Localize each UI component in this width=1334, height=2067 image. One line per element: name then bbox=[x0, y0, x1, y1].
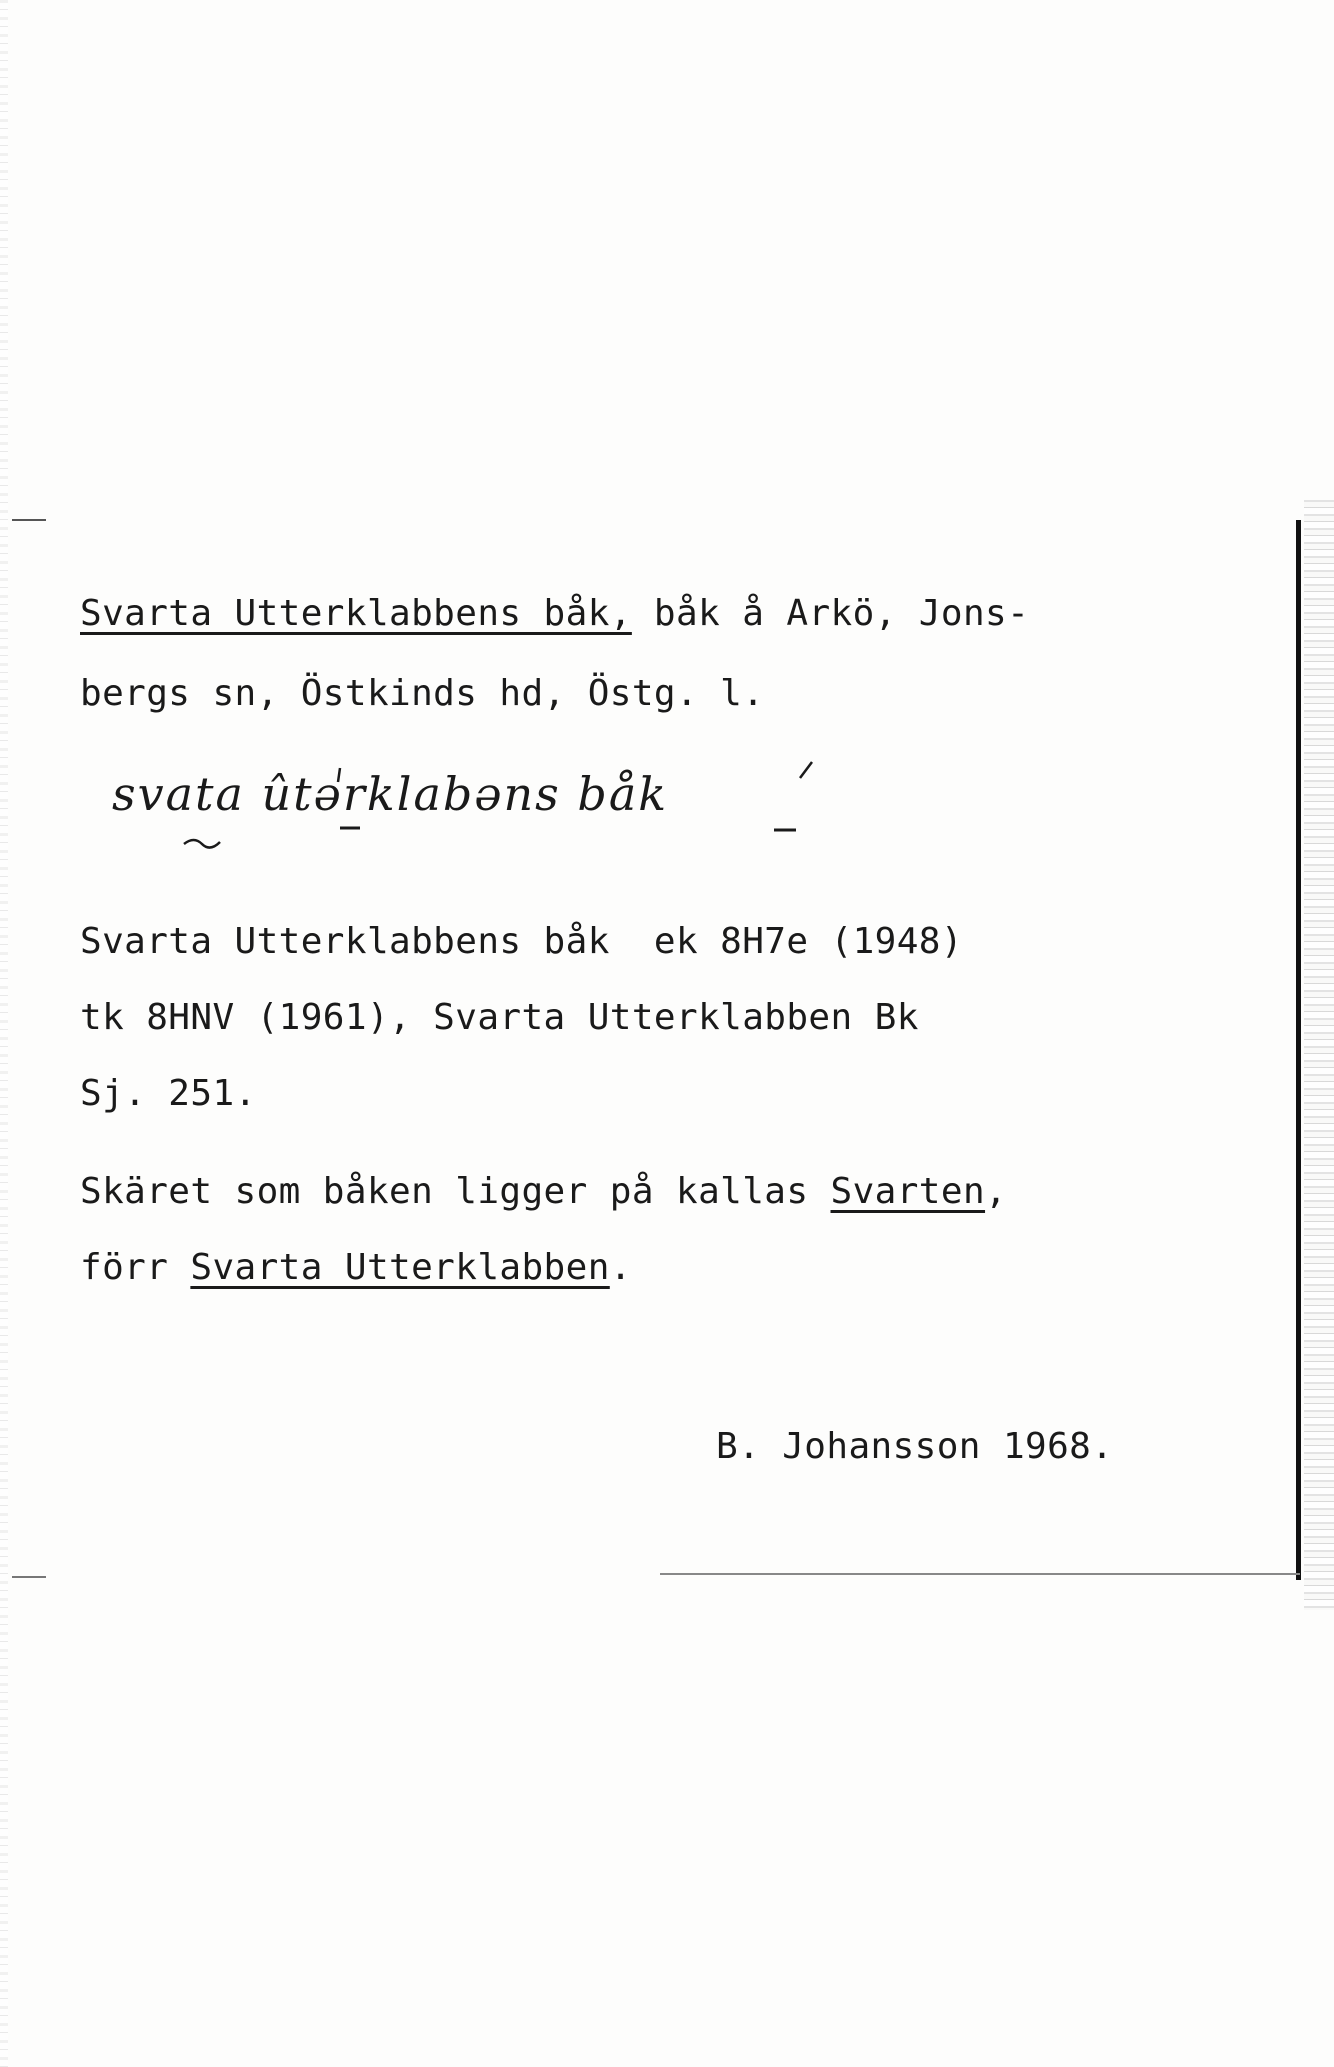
author-signature: B. Johansson 1968. bbox=[716, 1426, 1114, 1467]
chart-reference-line: tk 8HNV (1961), Svarta Utterklabben Bk bbox=[80, 997, 919, 1038]
former-name-punct: . bbox=[609, 1247, 632, 1288]
tilde-mark bbox=[184, 840, 220, 848]
skerry-note-line bbox=[80, 1170, 1007, 1214]
scan-edge-right bbox=[1304, 500, 1334, 1610]
entry-headline bbox=[80, 592, 1029, 636]
handwritten-pronunciation bbox=[112, 752, 872, 862]
stress-mark-2 bbox=[800, 762, 812, 778]
place-name-underlined: Svarta Utterklabbens båk, bbox=[80, 593, 632, 634]
skerry-note-punct: , bbox=[985, 1171, 1008, 1212]
skerry-note-text: Skäret som båken ligger på kallas bbox=[80, 1171, 831, 1212]
card-corner-mark-bottom bbox=[12, 1576, 46, 1578]
card-right-border bbox=[1296, 520, 1301, 1580]
place-description: båk å Arkö, Jons- bbox=[631, 593, 1030, 634]
sea-chart-line: Sj. 251. bbox=[80, 1073, 257, 1114]
card-corner-mark-top bbox=[12, 519, 46, 521]
card-bottom-border bbox=[660, 1573, 1300, 1575]
pronunciation-text: svata ûtərklabəns båk bbox=[112, 767, 669, 821]
former-name-underlined: Svarta Utterklabben bbox=[190, 1247, 610, 1288]
parish-line: bergs sn, Östkinds hd, Östg. l. bbox=[80, 673, 765, 714]
scan-edge-left bbox=[0, 0, 8, 2067]
map-reference-line: Svarta Utterklabbens båk ek 8H7e (1948) bbox=[80, 921, 963, 962]
former-name-line bbox=[80, 1246, 632, 1290]
former-name-prefix: förr bbox=[80, 1247, 191, 1288]
skerry-name-underlined: Svarten bbox=[830, 1171, 986, 1212]
